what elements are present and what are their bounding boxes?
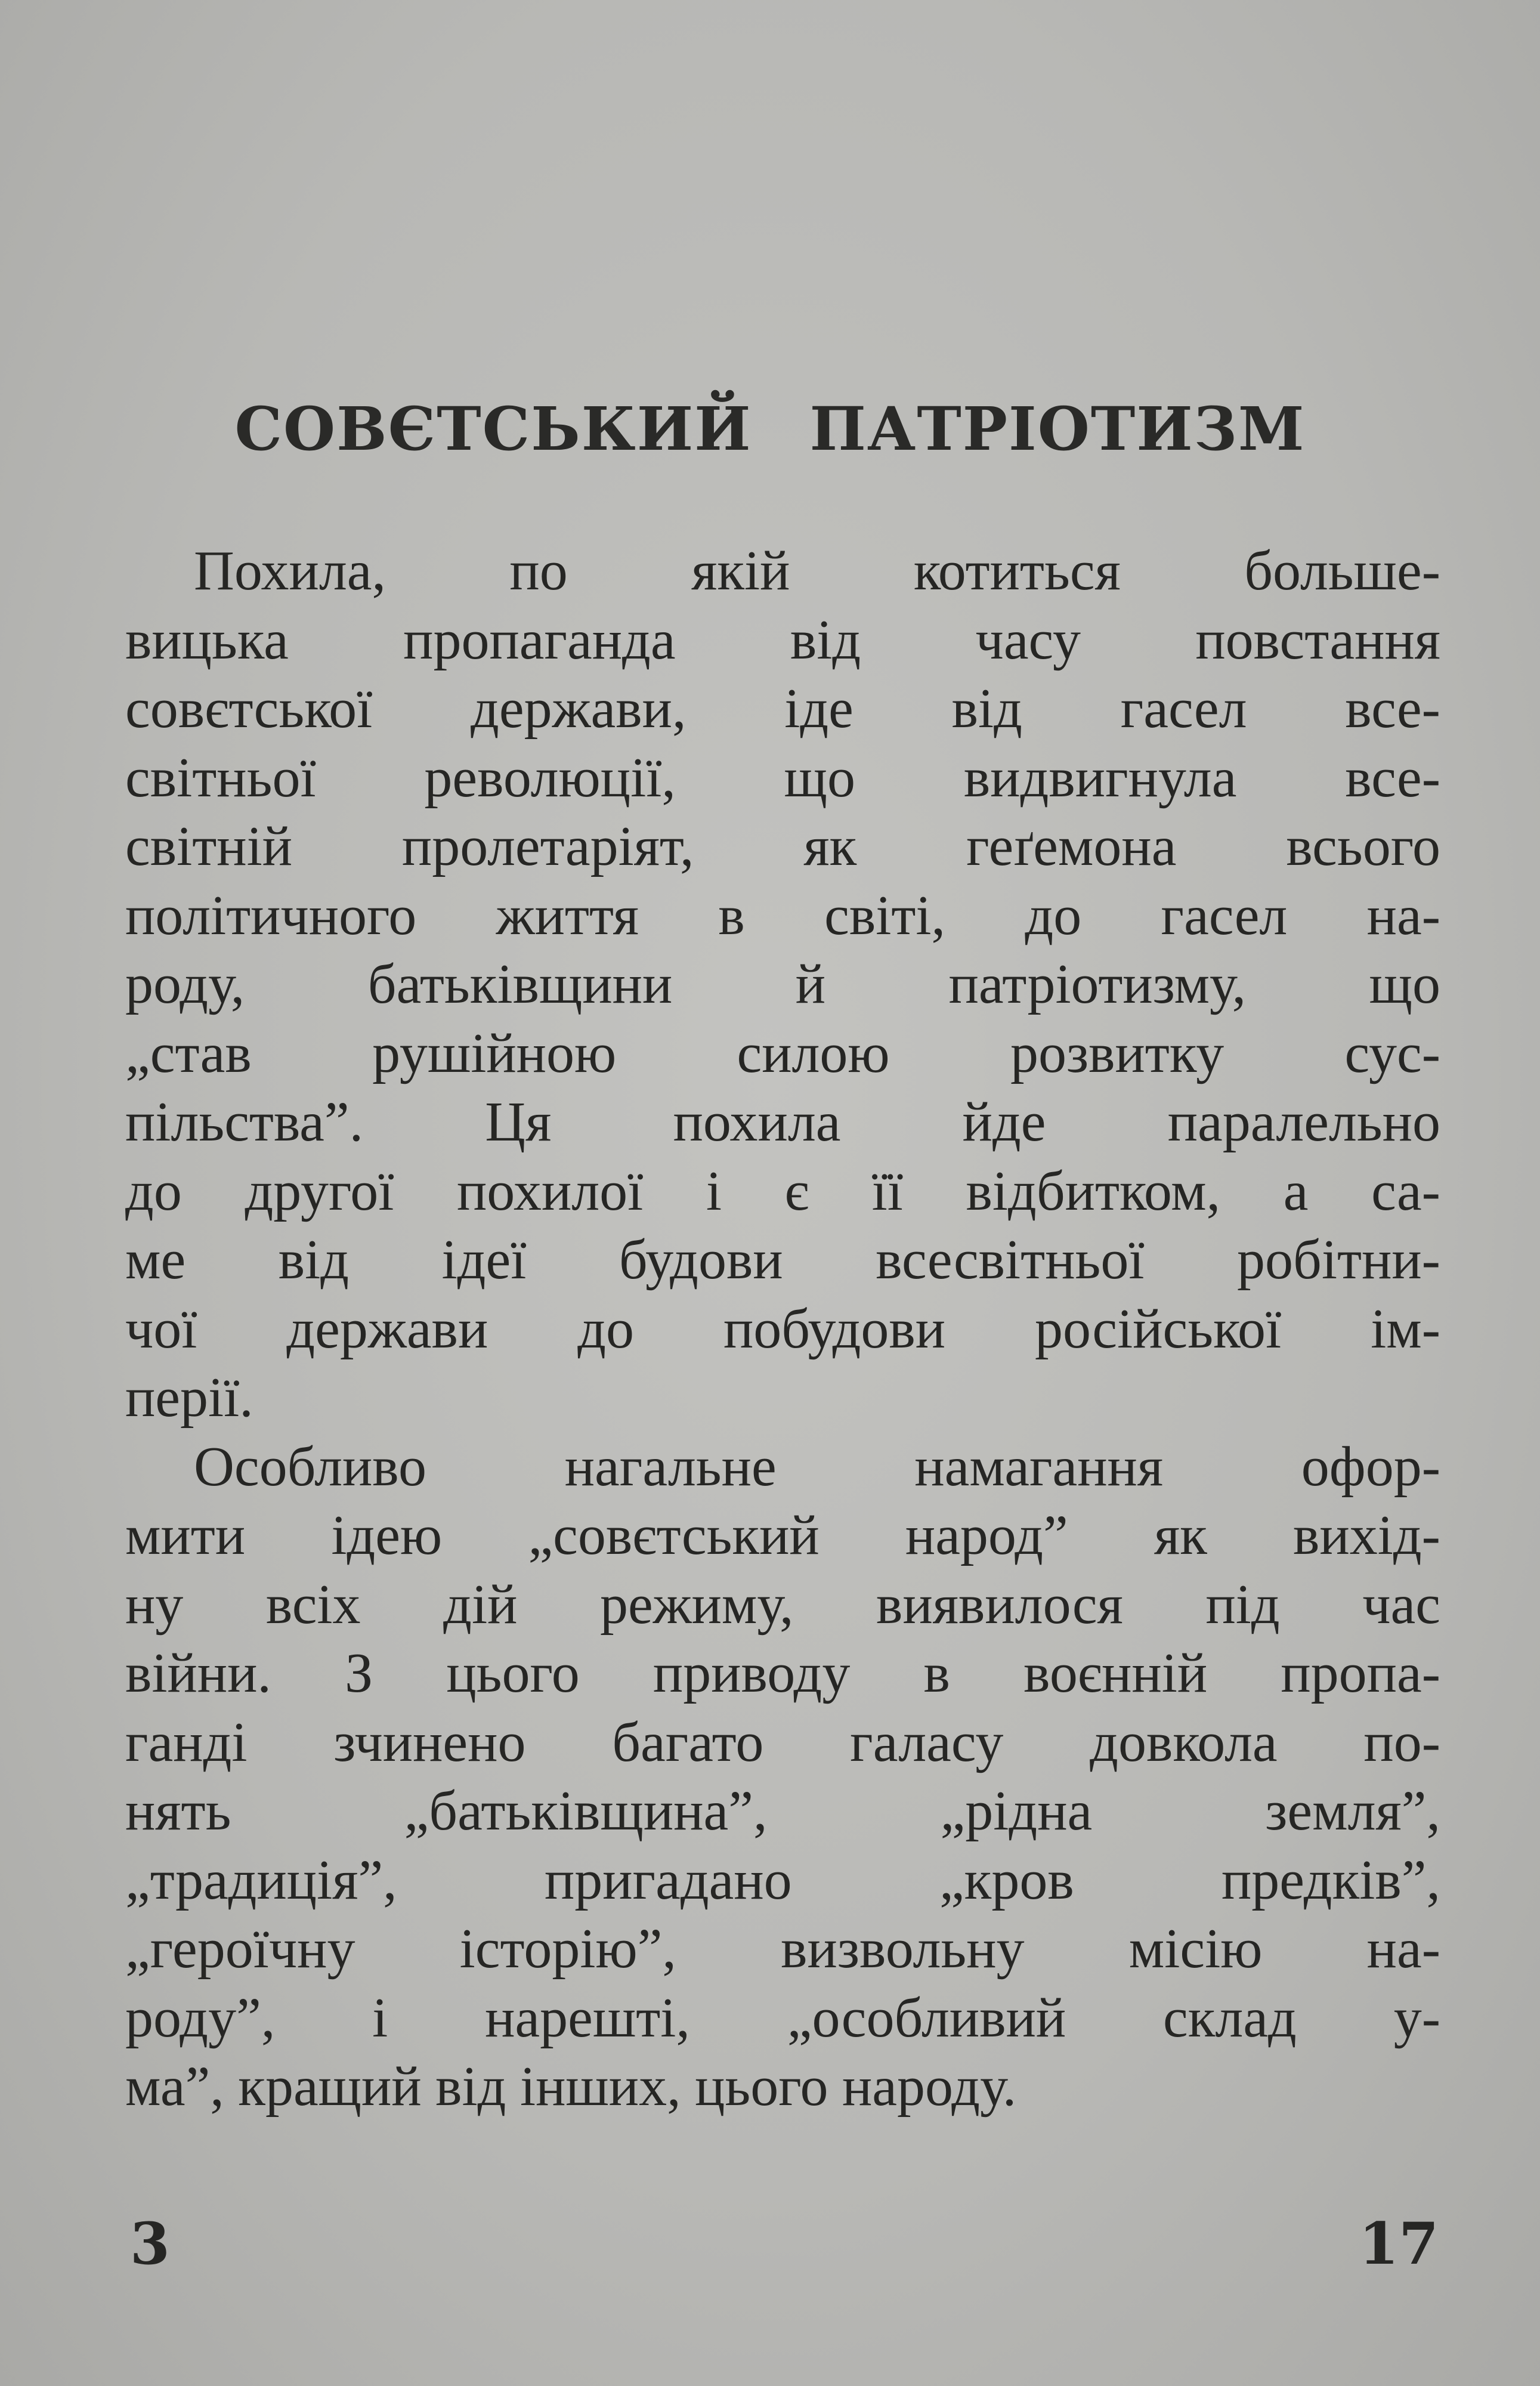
body-text	[125, 537, 1440, 2122]
chapter-title: СОВЄТСЬКИЙ ПАТРІОТИЗМ	[234, 394, 1306, 464]
text-line: ме від ідеї будови всесвітньої робітни-	[125, 1229, 1440, 1291]
text-line: совєтської держави, іде від гасел все-	[125, 678, 1440, 740]
text-line: Похила, по якій котиться больше-	[194, 540, 1440, 602]
page-number: 17	[1359, 2210, 1439, 2277]
text-line: нять „батьківщина”, „рідна земля”,	[125, 1780, 1440, 1842]
text-line: вицька пропаганда від часу повстання	[125, 608, 1440, 671]
text-line: пільства”. Ця похила йде паралельно	[125, 1091, 1440, 1153]
text-line: ма”, кращий від інших, цього народу.	[125, 2056, 1017, 2118]
text-line: війни. З цього приводу в воєнній пропа-	[125, 1642, 1440, 1704]
text-line: „героїчну історію”, визвольну місію на-	[125, 1918, 1440, 1980]
text-line: ганді зчинено багато галасу довкола по-	[125, 1711, 1440, 1773]
paragraph-1	[125, 537, 1440, 1433]
text-line: „традиція”, пригадано „кров предків”,	[125, 1849, 1440, 1911]
paragraph-2	[125, 1433, 1440, 2122]
text-line: політичного життя в світі, до гасел на-	[125, 884, 1440, 947]
text-line: мити ідею „совєтський народ” як вихід-	[125, 1504, 1440, 1566]
text-line: перії.	[125, 1367, 253, 1429]
signature-mark: 3	[130, 2210, 170, 2277]
text-line: чої держави до побудови російської ім-	[125, 1297, 1440, 1360]
text-line: до другої похилої і є її відбитком, а са-	[125, 1160, 1440, 1222]
text-line: Особливо нагальне намагання офор-	[194, 1435, 1440, 1498]
text-line: світньої революції, що видвигнула все-	[125, 746, 1440, 809]
text-line: роду”, і нарешті, „особливий склад у-	[125, 1986, 1440, 2049]
text-line: „став рушійною силою розвитку сус-	[125, 1022, 1440, 1084]
text-line: ну всіх дій режиму, виявилося під час	[125, 1573, 1440, 1636]
text-line: роду, батьківщини й патріотизму, що	[125, 953, 1440, 1015]
text-line: світній пролетаріят, як геґемона всього	[125, 815, 1440, 877]
